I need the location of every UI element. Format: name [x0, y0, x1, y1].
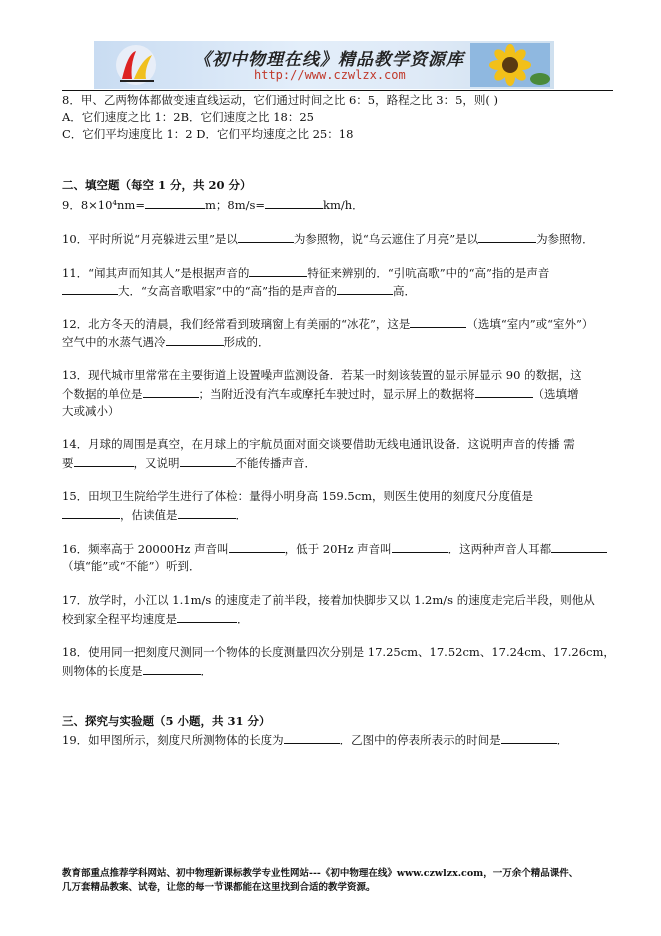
answer-blank[interactable]	[478, 231, 536, 243]
answer-blank[interactable]	[551, 541, 607, 553]
footer-line-2: 几万套精品教案、试卷，让您的每一节课都能在这里找到合适的教学资源。	[62, 882, 376, 893]
answer-blank[interactable]	[177, 611, 237, 623]
question-13-line-2	[62, 386, 579, 401]
q10-text-a: 10．平时所说“月亮躲进云里”是以	[62, 232, 238, 246]
question-11-line-1	[62, 265, 549, 280]
answer-blank[interactable]	[475, 386, 533, 398]
header-title: 《初中物理在线》精品教学资源库	[194, 50, 464, 70]
question-12-line-2	[62, 334, 270, 349]
question-13-line-1: 13．现代城市里常常在主要街道上设置噪声监测设备．若某一时刻该装置的显示屏显示 90 的数据，这	[62, 368, 582, 382]
answer-blank[interactable]	[410, 316, 466, 328]
q10-text-b: 为参照物，说“乌云遮住了月亮”是以	[293, 232, 479, 246]
answer-blank[interactable]	[180, 455, 236, 467]
answer-blank[interactable]	[143, 386, 199, 398]
q12-text-l1b: （选填“室内”或“室外”）	[466, 317, 594, 331]
answer-blank[interactable]	[392, 541, 448, 553]
q18-text-l2b: ．	[200, 664, 212, 678]
answer-blank[interactable]	[178, 507, 236, 519]
answer-blank[interactable]	[62, 507, 120, 519]
q8-stem: 8．甲、乙两物体都做变速直线运动，它们通过时间之比 6：5，路程之比 3：5，则( )	[62, 93, 499, 107]
q19-text-b: ．乙图中的停表所表示的时间是	[339, 733, 501, 747]
q12-text-l2a: 空气中的水蒸气遇冷	[62, 335, 166, 349]
site-logo-icon	[114, 43, 158, 87]
q15-text-l2a: ，估读值是	[120, 508, 178, 522]
q9-text-b: m；8m/s=	[204, 198, 266, 212]
section-heading-fill-in: 二、填空题（每空 1 分，共 20 分）	[62, 178, 252, 192]
q9-text-a: 9．8×10⁴nm=	[62, 198, 145, 212]
question-18-line-2	[62, 663, 212, 678]
answer-blank[interactable]	[62, 283, 118, 295]
question-14-line-1: 14．月球的周围是真空，在月球上的宇航员面对面交谈要借助无线电通讯设备．这说明声音的传播 需	[62, 437, 575, 451]
header-rule	[62, 90, 613, 91]
answer-blank[interactable]	[284, 732, 340, 744]
q19-text-c: ．	[556, 733, 569, 747]
q15-text-l2b: ．	[235, 508, 247, 522]
q13-text-l2b: ；当附近没有汽车或摩托车驶过时，显示屏上的数据将	[198, 387, 475, 401]
q11-text-l1a: 11．“闻其声而知其人”是根据声音的	[62, 266, 250, 280]
q8-options-ab: A．它们速度之比 1：2B．它们速度之比 18：25	[62, 110, 314, 124]
q11-text-l2a: 大．“女高音歌唱家”中的“高”指的是声音的	[118, 284, 338, 298]
header-url[interactable]: http://www.czwlzx.com	[254, 68, 406, 82]
question-16-line-2: （填“能”或“不能”）听到．	[62, 559, 201, 573]
q11-text-l2b: 高．	[393, 284, 417, 298]
answer-blank[interactable]	[143, 663, 201, 675]
footer-line-1: 教育部重点推荐学科网站、初中物理新课标教学专业性网站---《初中物理在线》www.czwlzx.com，一万余个精品课件、	[62, 868, 579, 879]
q9-text-c: km/h．	[323, 198, 364, 212]
q12-text-l1a: 12．北方冬天的清晨，我们经常看到玻璃窗上有美丽的“冰花”，这是	[62, 317, 411, 331]
answer-blank[interactable]	[249, 265, 307, 277]
answer-blank[interactable]	[265, 197, 323, 209]
question-19	[62, 732, 568, 747]
header-banner	[94, 41, 554, 89]
answer-blank[interactable]	[166, 334, 224, 346]
question-16-line-1	[62, 541, 607, 556]
q19-text-a: 19．如甲图所示，刻度尺所测物体的长度为	[62, 733, 284, 747]
question-17-line-1: 17．放学时，小江以 1.1m/s 的速度走了前半段，接着加快脚步又以 1.2m/s 的速度走完后半段，则他从	[62, 593, 595, 607]
q14-text-l2c: 不能传播声音．	[235, 456, 316, 470]
q11-text-l1b: 特征来辨别的．“引吭高歌”中的“高”指的是声音	[307, 266, 550, 280]
q13-text-l2a: 个数据的单位是	[62, 387, 143, 401]
question-15-line-1: 15．田坝卫生院给学生进行了体检：量得小明身高 159.5cm，则医生使用的刻度尺分度值是	[62, 489, 534, 503]
question-15-line-2	[62, 507, 247, 522]
question-18-line-1: 18．使用同一把刻度尺测同一个物体的长度测量四次分别是 17.25cm、17.52cm、17.24cm、17.26cm，	[62, 645, 615, 659]
section-heading-experiment: 三、探究与实验题（5 小题，共 31 分）	[62, 714, 271, 728]
answer-blank[interactable]	[74, 455, 134, 467]
q8-options-cd: C．它们平均速度比 1：2 D．它们平均速度之比 25：18	[62, 127, 354, 141]
q14-text-l2a: 要	[62, 456, 74, 470]
q17-text-l2a: 校到家全程平均速度是	[62, 612, 177, 626]
q17-text-l2b: ．	[237, 612, 249, 626]
answer-blank[interactable]	[229, 541, 285, 553]
q16-text-l1a: 16．频率高于 20000Hz 声音叫	[62, 542, 229, 556]
q10-text-c: 为参照物．	[536, 232, 594, 246]
sunflower-icon	[470, 43, 550, 87]
q16-text-l1b: ，低于 20Hz 声音叫	[284, 542, 392, 556]
question-12-line-1	[62, 316, 593, 331]
answer-blank[interactable]	[145, 197, 205, 209]
q16-text-l1c: ．这两种声音人耳都	[447, 542, 552, 556]
question-14-line-2	[62, 455, 316, 470]
q14-text-l2b: ，又说明	[133, 456, 180, 470]
question-17-line-2	[62, 611, 249, 626]
question-9	[62, 197, 364, 212]
q13-text-l2c: （选填增	[532, 387, 579, 401]
question-10	[62, 231, 594, 246]
answer-blank[interactable]	[501, 732, 557, 744]
answer-blank[interactable]	[337, 283, 393, 295]
question-13-line-3: 大或减小）	[62, 404, 120, 418]
question-11-line-2	[62, 283, 416, 298]
q12-text-l2b: 形成的．	[223, 335, 270, 349]
answer-blank[interactable]	[238, 231, 294, 243]
q18-text-l2a: 则物体的长度是	[62, 664, 143, 678]
